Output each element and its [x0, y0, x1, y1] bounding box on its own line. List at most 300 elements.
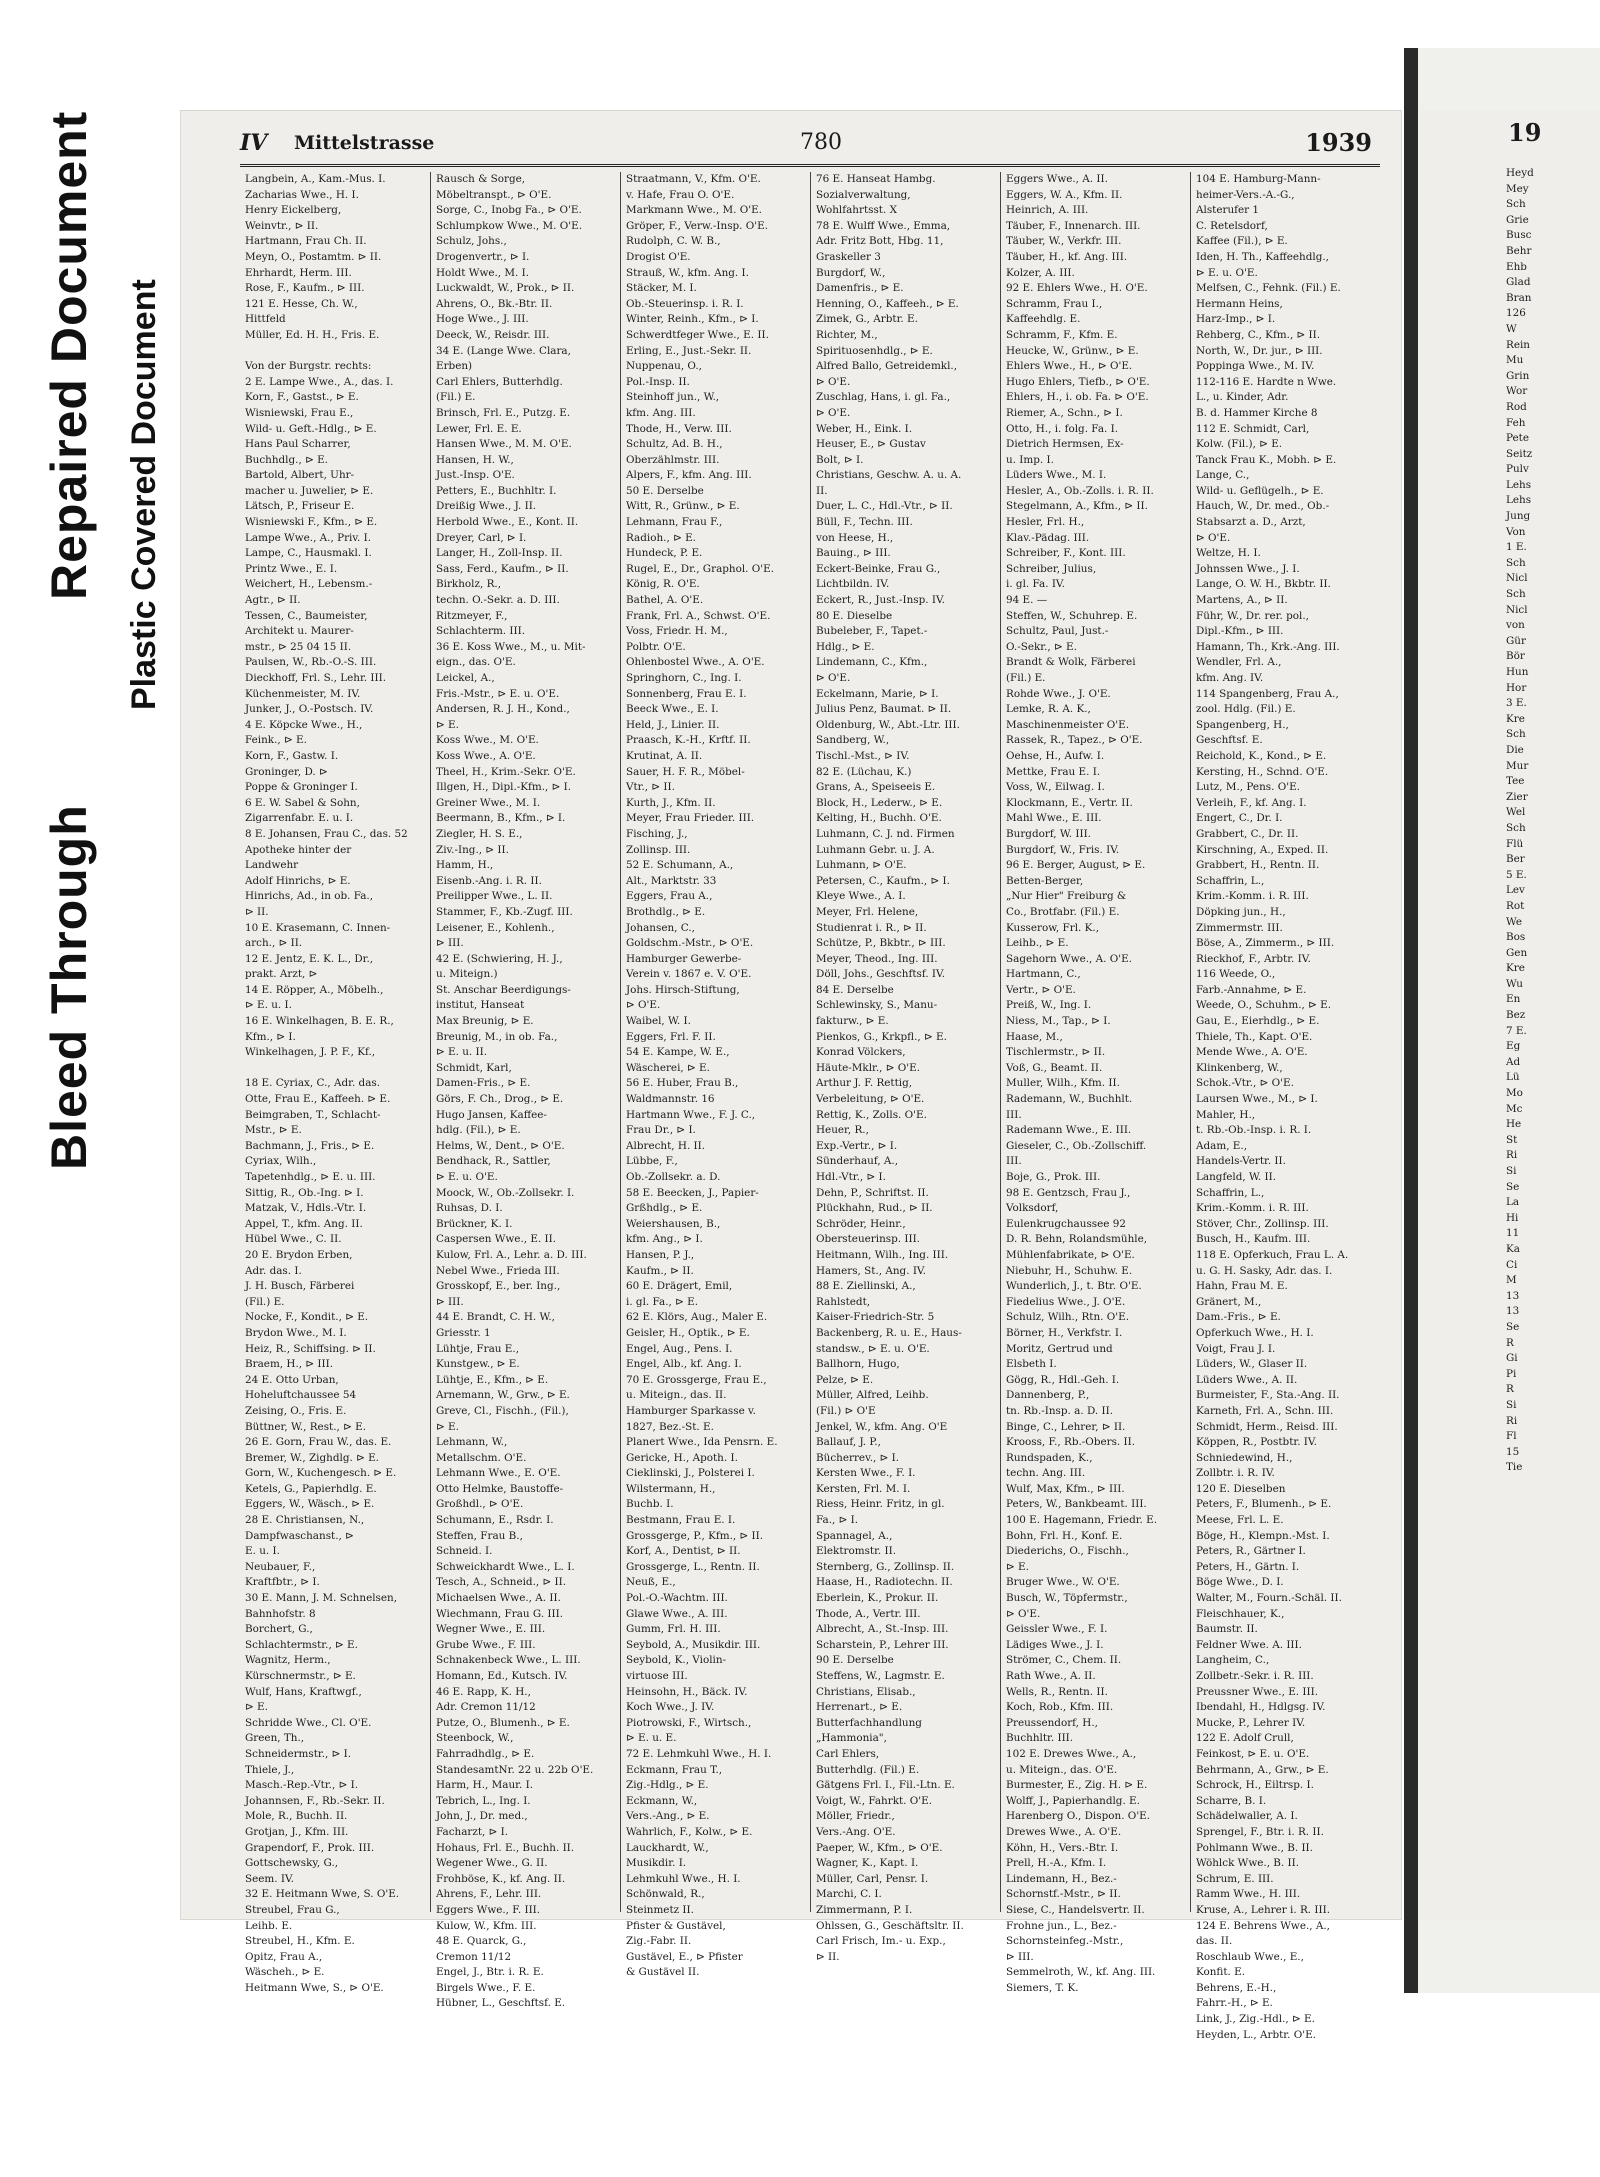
directory-entry: Springhorn, C., Ing. I. — [626, 672, 742, 684]
directory-entry: Wisniewski F., Kfm., ⊳ E. — [245, 516, 378, 529]
directory-entry: Lüders Wwe., A. II. — [1196, 1373, 1298, 1386]
directory-entry: Tebrich, L., Ing. I. — [436, 1794, 531, 1807]
directory-entry: u. Miteign., das. O'E. — [1006, 1763, 1118, 1776]
directory-entry: Schultz, Paul, Just.- — [1006, 625, 1109, 638]
directory-entry: Kelting, H., Buchh. O'E. — [816, 812, 942, 825]
directory-entry: Schreiber, Julius, — [1006, 562, 1097, 575]
directory-entry: Erling, E., Just.-Sekr. II. — [626, 344, 752, 357]
adjacent-page-edge — [1420, 110, 1600, 1920]
directory-entry: Adolf Hinrichs, ⊳ E. — [245, 874, 351, 887]
directory-entry: Rudolph, C. W. B., — [626, 235, 721, 248]
adjacent-page-line: 15 — [1506, 1445, 1520, 1458]
directory-entry: Eberlein, K., Prokur. II. — [816, 1592, 939, 1605]
adjacent-page-line: Kre — [1506, 962, 1525, 975]
directory-entry: Strauß, W., kfm. Ang. I. — [626, 266, 749, 279]
directory-entry: Green, Th., — [245, 1732, 305, 1745]
directory-entry: Korn, F., Gastst., ⊳ E. — [245, 391, 359, 404]
directory-entry: Maschinenmeister O'E. — [1006, 718, 1130, 731]
directory-entry: Rademann, W., Buchhlt. — [1006, 1093, 1133, 1106]
directory-entry: 82 E. (Lüchau, K.) — [816, 765, 912, 778]
directory-entry: Rugel, E., Dr., Graphol. O'E. — [626, 562, 775, 575]
directory-entry: Wäscheh., ⊳ E. — [245, 1966, 325, 1979]
directory-entry: Görs, F. Ch., Drog., ⊳ E. — [436, 1093, 564, 1106]
directory-entry: Feinkost, ⊳ E. u. O'E. — [1196, 1747, 1310, 1760]
directory-entry: Haase, M., — [1006, 1030, 1063, 1043]
directory-entry: Beimgraben, T., Schlacht- — [245, 1108, 381, 1121]
directory-entry: Brinsch, Frl. E., Putzg. E. — [436, 406, 571, 419]
directory-entry: Ramm Wwe., H. III. — [1196, 1888, 1301, 1901]
adjacent-page-line: Lev — [1506, 884, 1525, 897]
directory-entry: Adam, E., — [1196, 1139, 1247, 1152]
adjacent-page-line: Eg — [1506, 1040, 1521, 1053]
directory-entry: Zollbetr.-Sekr. i. R. III. — [1196, 1670, 1314, 1682]
section-number: IV — [240, 130, 268, 156]
directory-entry: Grapendorf, F., Prok. III. — [245, 1841, 375, 1854]
repaired-document-label: Repaired Document — [41, 110, 97, 600]
adjacent-page-line: Flü — [1506, 837, 1524, 850]
directory-entry: Grabbert, H., Rentn. II. — [1196, 859, 1320, 872]
directory-entry: Spangenberg, H., — [1196, 718, 1289, 731]
directory-columns — [240, 172, 1380, 2041]
directory-entry: Heitmann Wwe, S., ⊳ O'E. — [245, 1981, 384, 1994]
directory-entry: Busch, W., Töpfermstr., — [1006, 1592, 1128, 1605]
directory-entry: Johs. Hirsch-Stiftung, — [626, 983, 740, 996]
directory-entry: Lemke, R. A. K., — [1006, 703, 1091, 716]
directory-entry: Elektromstr. II. — [816, 1545, 897, 1558]
adjacent-page-line: Seitz — [1506, 447, 1533, 460]
directory-entry: Graskeller 3 — [816, 250, 881, 263]
directory-entry: Wulf, Max, Kfm., ⊳ III. — [1006, 1482, 1125, 1495]
directory-entry: macher u. Juwelier, ⊳ E. — [245, 484, 374, 497]
directory-entry: Meyer, Frl. Helene, — [816, 905, 919, 918]
directory-entry: Alsterufer 1 — [1196, 204, 1260, 217]
directory-entry: Heiz, R., Schiffsing. ⊳ II. — [245, 1342, 376, 1355]
directory-entry: O.-Sekr., ⊳ E. — [1006, 640, 1077, 653]
directory-entry: Engel, J., Btr. i. R. E. — [436, 1966, 544, 1979]
directory-entry: Gau, E., Eierhdlg., ⊳ E. — [1196, 1015, 1320, 1028]
directory-entry: Seybold, A., Musikdir. III. — [626, 1638, 761, 1651]
directory-entry: Poppinga Wwe., M. IV. — [1196, 360, 1315, 373]
directory-entry: Bartold, Albert, Uhr- — [245, 469, 355, 482]
directory-entry: Schütze, P., Bkbtr., ⊳ III. — [816, 937, 946, 950]
directory-entry: Mahl Wwe., E. III. — [1006, 812, 1102, 825]
directory-entry: Eulenkrugchaussee 92 — [1006, 1217, 1126, 1230]
directory-entry: 60 E. Drägert, Emil, — [626, 1280, 733, 1293]
directory-entry: standsw., ⊳ E. u. O'E. — [816, 1342, 930, 1355]
directory-entry: Mettke, Frau E. I. — [1006, 765, 1101, 778]
directory-entry: 94 E. — — [1006, 594, 1048, 607]
directory-entry: Kurth, J., Kfm. II. — [626, 796, 716, 809]
directory-entry: Möller, Friedr., — [816, 1810, 895, 1823]
directory-entry: Mstr., ⊳ E. — [245, 1124, 302, 1137]
directory-entry: Heitmann, Wilh., Ing. III. — [816, 1248, 949, 1261]
directory-column-2 — [430, 172, 620, 2010]
directory-entry: 62 E. Klörs, Aug., Maler E. — [626, 1311, 768, 1324]
directory-entry: Wagner, K., Kapt. I. — [816, 1857, 919, 1870]
directory-entry: Peters, W., Bankbeamt. III. — [1006, 1498, 1147, 1511]
directory-entry: StandesamtNr. 22 u. 22b O'E. — [436, 1763, 594, 1776]
directory-entry: Kfm., ⊳ I. — [245, 1030, 296, 1043]
adjacent-page-line: La — [1506, 1196, 1520, 1209]
directory-entry: Iden, H. Th., Kaffeehdlg., — [1196, 250, 1329, 263]
directory-entry: Markmann Wwe., M. O'E. — [626, 204, 762, 217]
directory-entry: Neubauer, F., — [245, 1560, 316, 1573]
directory-entry: Peters, H., Gärtn. I. — [1196, 1560, 1300, 1573]
directory-entry: Luhmann, C. J. nd. Firmen — [816, 827, 955, 840]
directory-entry: Klockmann, E., Vertr. II. — [1006, 796, 1133, 809]
directory-entry: Exp.-Vertr., ⊳ I. — [816, 1139, 898, 1152]
directory-entry: Leickel, A., — [436, 672, 495, 684]
directory-entry: Hübner, L., Geschftsf. E. — [436, 1997, 566, 2010]
adjacent-page-line: Ka — [1506, 1242, 1520, 1255]
directory-entry: Voigt, Frau J. I. — [1196, 1342, 1276, 1355]
adjacent-page-line: Ber — [1506, 853, 1525, 866]
adjacent-page-line: St — [1506, 1133, 1518, 1146]
directory-entry: Häute-Mklr., ⊳ O'E. — [816, 1061, 921, 1074]
directory-entry: Hansen, H. W., — [436, 453, 514, 466]
directory-entry: Frohne jun., L., Bez.- — [1006, 1919, 1117, 1932]
directory-entry: Buchhdlg., ⊳ E. — [245, 453, 328, 466]
directory-entry: Schlumpkow Wwe., M. O'E. — [436, 219, 583, 232]
directory-entry: Gericke, H., Apoth. I. — [626, 1451, 738, 1464]
directory-entry: ⊳ E. — [1006, 1560, 1029, 1573]
directory-entry: Zimek, G., Arbtr. E. — [816, 313, 918, 326]
directory-entry: Wagnitz, Herm., — [245, 1654, 331, 1667]
adjacent-page-line: Grin — [1506, 369, 1530, 382]
directory-entry: Petersen, C., Kaufm., ⊳ I. — [816, 874, 950, 887]
adjacent-page-line: Zier — [1506, 790, 1528, 803]
directory-entry: 54 E. Kampe, W. E., — [626, 1046, 730, 1059]
directory-entry: Printz Wwe., E. I. — [245, 562, 338, 575]
directory-entry: Harm, H., Maur. I. — [436, 1779, 534, 1792]
adjacent-page-line: Rot — [1506, 899, 1525, 912]
directory-entry: Gustävel, E., ⊳ Pfister — [626, 1950, 743, 1963]
adjacent-page-line: Heyd — [1506, 167, 1534, 179]
directory-entry: 6 E. W. Sabel & Sohn, — [245, 796, 360, 809]
directory-entry: Albrecht, A., St.-Insp. III. — [816, 1623, 949, 1636]
directory-entry: Hugo Ehlers, Tiefb., ⊳ O'E. — [1006, 375, 1150, 388]
directory-entry: John, J., Dr. med., — [436, 1810, 528, 1823]
directory-entry: 2 E. Lampe Wwe., A., das. I. — [245, 375, 394, 388]
directory-entry: ⊳ III. — [436, 1295, 464, 1308]
directory-entry: Täuber, F., Innenarch. III. — [1006, 219, 1141, 232]
directory-entry: zool. Hdlg. (Fil.) E. — [1196, 703, 1296, 716]
directory-entry: 84 E. Derselbe — [816, 983, 894, 996]
directory-entry: Eggers, W., Wäsch., ⊳ E. — [245, 1498, 375, 1511]
directory-entry: Hartmann, Frau Ch. II. — [245, 235, 367, 248]
adjacent-page-line: Wu — [1506, 977, 1523, 990]
directory-entry: Sozialverwaltung, — [816, 188, 911, 201]
adjacent-page-line: 5 E. — [1506, 868, 1527, 881]
adjacent-page-line: Wor — [1506, 385, 1528, 398]
directory-entry: Wegner Wwe., E. III. — [436, 1623, 546, 1636]
directory-entry: Peters, F., Blumenh., ⊳ E. — [1196, 1498, 1332, 1511]
directory-entry: Kersten Wwe., F. I. — [816, 1467, 916, 1480]
directory-entry: Heinsohn, H., Bäck. IV. — [626, 1685, 748, 1698]
directory-entry: Brandt & Wolk, Färberei — [1006, 656, 1136, 669]
directory-entry: 56 E. Huber, Frau B., — [626, 1077, 739, 1090]
directory-entry: 72 E. Lehmkuhl Wwe., H. I. — [626, 1747, 772, 1760]
directory-entry: Fahrradhdlg., ⊳ E. — [436, 1747, 535, 1760]
directory-entry: Lehmann Wwe., E. O'E. — [436, 1467, 561, 1480]
directory-entry: Hdlg., ⊳ E. — [816, 640, 875, 653]
adjacent-page-line: Behr — [1506, 244, 1532, 257]
directory-entry: Heinrich, A. III. — [1006, 204, 1089, 217]
directory-entry: Krim.-Komm. i. R. III. — [1196, 890, 1309, 903]
directory-entry: Sonnenberg, Frau E. I. — [626, 687, 747, 700]
directory-entry: Verbeleitung, ⊳ O'E. — [816, 1093, 925, 1106]
directory-entry: ⊳ II. — [245, 905, 269, 918]
adjacent-page-line: Hun — [1506, 666, 1529, 678]
directory-entry: Frau Dr., ⊳ I. — [626, 1124, 696, 1137]
directory-entry: Illgen, H., Dipl.-Kfm., ⊳ I. — [436, 781, 572, 794]
directory-entry: Facharzt, ⊳ I. — [436, 1825, 509, 1838]
directory-entry: Oehse, H., Aufw. I. — [1006, 749, 1105, 762]
directory-entry: Steinmetz II. — [626, 1903, 694, 1916]
directory-entry: Weinvtr., ⊳ II. — [245, 219, 319, 232]
directory-entry: C. Retelsdorf, — [1196, 219, 1268, 232]
directory-entry: u. Miteign.) — [436, 968, 498, 981]
directory-entry: 10 E. Krasemann, C. Innen- — [245, 921, 391, 934]
directory-entry: Lange, C., — [1196, 469, 1250, 482]
directory-entry: Fiedelius Wwe., J. O'E. — [1006, 1295, 1126, 1308]
directory-entry: i. gl. Fa., ⊳ E. — [626, 1295, 699, 1308]
directory-entry: Kusserow, Frl. K., — [1006, 921, 1100, 934]
directory-entry: Ehlers, H., i. ob. Fa. ⊳ O'E. — [1006, 391, 1149, 404]
directory-entry: Leisener, E., Kohlenh., — [436, 921, 555, 934]
directory-entry: Hartmann, C., — [1006, 968, 1081, 981]
directory-entry: 18 E. Cyriax, C., Adr. das. — [245, 1077, 381, 1090]
directory-entry: Helms, W., Dent., ⊳ O'E. — [436, 1139, 565, 1152]
directory-entry: Luhmann, ⊳ O'E. — [816, 859, 907, 872]
directory-entry: Rehberg, C., Kfm., ⊳ II. — [1196, 328, 1321, 341]
adjacent-page-line: Ci — [1506, 1258, 1518, 1271]
directory-entry: Fisching, J., — [626, 827, 688, 840]
plastic-covered-label: Plastic Covered Document — [125, 279, 163, 710]
directory-entry: Schornstf.-Mstr., ⊳ II. — [1006, 1888, 1121, 1901]
directory-entry: ⊳ O'E. — [816, 406, 851, 419]
directory-entry: 112 E. Schmidt, Carl, — [1196, 422, 1310, 435]
directory-entry: eign., das. O'E. — [436, 656, 516, 669]
directory-entry: (Fil.) E. — [436, 391, 476, 404]
directory-entry: Börner, H., Verkfstr. I. — [1006, 1326, 1123, 1339]
directory-entry: Engel, Aug., Pens. I. — [626, 1342, 733, 1355]
directory-entry: Luckwaldt, W., Prok., ⊳ II. — [436, 282, 575, 295]
directory-entry: Ritzmeyer, F., — [436, 609, 508, 622]
directory-entry: Burmeister, F., Sta.-Ang. II. — [1196, 1389, 1340, 1402]
directory-entry: Büttner, W., Rest., ⊳ E. — [245, 1420, 367, 1433]
directory-entry: 12 E. Jentz, E. K. L., Dr., — [245, 952, 374, 965]
directory-entry: Baumstr. II. — [1196, 1623, 1258, 1636]
directory-entry: Hinrichs, Ad., in ob. Fa., — [245, 890, 374, 903]
directory-entry: II. — [816, 484, 828, 497]
adjacent-page-line: Feh — [1506, 416, 1526, 429]
directory-entry: „Hammonia", — [816, 1732, 887, 1745]
directory-entry: Konrad Völckers, — [816, 1046, 906, 1059]
directory-entry: Eckelmann, Marie, ⊳ I. — [816, 687, 939, 700]
directory-entry: Rettig, K., Zolls. O'E. — [816, 1108, 927, 1121]
directory-entry: Matzak, V., Hdls.-Vtr. I. — [245, 1202, 367, 1215]
directory-entry: 100 E. Hagemann, Friedr. E. — [1006, 1514, 1158, 1527]
adjacent-page-line: R — [1506, 1336, 1514, 1349]
directory-entry: Ziv.-Ing., ⊳ II. — [436, 843, 509, 856]
adjacent-page-line: 11 — [1506, 1227, 1520, 1240]
directory-entry: 96 E. Berger, August, ⊳ E. — [1006, 859, 1146, 872]
directory-entry: Preilipper Wwe., L. II. — [436, 890, 553, 903]
directory-entry: Preussendorf, H., — [1006, 1716, 1098, 1729]
directory-entry: Müller, Alfred, Leihb. — [816, 1389, 929, 1402]
directory-entry: Niebuhr, H., Schuhw. E. — [1006, 1264, 1133, 1277]
directory-entry: Hamburger Sparkasse v. — [626, 1404, 756, 1417]
directory-entry: Hittfeld — [245, 313, 286, 326]
directory-entry: Vers.-Ang., ⊳ E. — [626, 1810, 710, 1823]
directory-entry: (Fil.) E. — [1006, 672, 1046, 684]
directory-entry: Johansen, C., — [626, 921, 695, 934]
directory-entry: Wendler, Frl. A., — [1196, 656, 1282, 669]
adjacent-page-line: Bör — [1506, 650, 1525, 663]
adjacent-page-line: Si — [1506, 1398, 1517, 1411]
directory-entry: prakt. Arzt, ⊳ — [245, 968, 318, 981]
adjacent-page-line: 3 E. — [1506, 697, 1527, 710]
directory-entry: Christians, Geschw. A. u. A. — [816, 469, 962, 482]
directory-entry: Fahrr.-H., ⊳ E. — [1196, 1997, 1273, 2010]
directory-entry: Lübbe, F., — [626, 1155, 678, 1168]
adjacent-page-line: Grie — [1506, 213, 1529, 226]
directory-entry: König, R. O'E. — [626, 578, 700, 591]
directory-entry: Weichert, H., Lebensm.- — [245, 578, 373, 591]
directory-entry: Schlewinsky, S., Manu- — [816, 999, 938, 1012]
directory-entry: Streubel, H., Kfm. E. — [245, 1935, 355, 1948]
directory-entry: Schrum, E. III. — [1196, 1872, 1274, 1885]
page-number: 780 — [800, 130, 842, 155]
directory-entry: 28 E. Christiansen, N., — [245, 1514, 365, 1527]
directory-entry: Damenfris., ⊳ E. — [816, 282, 904, 295]
directory-entry: Schumann, E., Rsdr. I. — [436, 1514, 554, 1527]
directory-entry: B. d. Hammer Kirche 8 — [1196, 406, 1318, 419]
directory-entry: Böge Wwe., D. I. — [1196, 1576, 1284, 1589]
directory-entry: Semmelroth, W., kf. Ang. III. — [1006, 1966, 1156, 1979]
directory-entry: v. Hafe, Frau O. O'E. — [626, 188, 735, 201]
directory-entry: Meyer, Frau Frieder. III. — [626, 812, 755, 825]
directory-entry: t. Rb.-Ob.-Insp. i. R. I. — [1196, 1124, 1312, 1137]
directory-entry: Agtr., ⊳ II. — [245, 594, 301, 607]
directory-entry: Straatmann, V., Kfm. O'E. — [626, 173, 761, 185]
adjacent-page-line: Tie — [1506, 1461, 1523, 1474]
adjacent-page-line: Lehs — [1506, 494, 1532, 507]
street-name: Mittelstrasse — [294, 132, 435, 154]
directory-entry: ⊳ O'E. — [626, 999, 661, 1012]
adjacent-page-line: W — [1506, 322, 1517, 335]
directory-entry: Lutz, M., Pens. O'E. — [1196, 781, 1300, 794]
directory-entry: Johannsen, F., Rb.-Sekr. II. — [245, 1794, 385, 1807]
directory-entry: Marchi, C. I. — [816, 1888, 882, 1901]
directory-entry: Müller, Ed. H. H., Fris. E. — [245, 328, 380, 341]
directory-entry: Elsbeth I. — [1006, 1358, 1057, 1371]
adjacent-page-line: Mur — [1506, 759, 1529, 772]
directory-entry: Hugo Jansen, Kaffee- — [436, 1108, 547, 1121]
directory-entry: Wohlfahrtsst. X — [816, 204, 897, 217]
directory-entry: Kaffeehdlg. E. — [1006, 313, 1081, 326]
directory-entry: Prell, H.-A., Kfm. I. — [1006, 1857, 1107, 1870]
directory-entry: Von der Burgstr. rechts: — [245, 360, 372, 373]
directory-entry: Ob.-Steuerinsp. i. R. I. — [626, 297, 744, 310]
directory-entry: 102 E. Drewes Wwe., A., — [1006, 1747, 1137, 1760]
adjacent-page-line: Bez — [1506, 1009, 1526, 1022]
directory-entry: 124 E. Behrens Wwe., A., — [1196, 1919, 1330, 1932]
directory-entry: Beermann, B., Kfm., ⊳ I. — [436, 812, 566, 825]
adjacent-page-line: Tee — [1506, 775, 1525, 788]
directory-entry: 48 E. Quarck, G., — [436, 1935, 527, 1948]
directory-entry: Stäcker, M. I. — [626, 282, 697, 295]
adjacent-page-line: Bran — [1506, 291, 1532, 304]
directory-entry: Greiner Wwe., M. I. — [436, 796, 541, 809]
directory-entry: Eggers, W. A., Kfm. II. — [1006, 188, 1123, 201]
directory-entry: Schweickhardt Wwe., L. I. — [436, 1560, 575, 1573]
directory-entry: Frohböse, K., kf. Ang. II. — [436, 1872, 566, 1885]
directory-entry: Handels-Vertr. II. — [1196, 1155, 1286, 1168]
directory-entry: u. Miteign., das. II. — [626, 1389, 727, 1402]
directory-entry: Hohaus, Frl. E., Buchh. II. — [436, 1841, 575, 1854]
directory-entry: Ruhsas, D. I. — [436, 1202, 503, 1215]
directory-entry: Steinhoff jun., W., — [626, 391, 720, 404]
directory-entry: Schneidermstr., ⊳ I. — [245, 1747, 352, 1760]
directory-entry: Eggers, Frl. F. II. — [626, 1030, 716, 1043]
directory-entry: Ahrens, O., Bk.-Btr. II. — [436, 297, 553, 310]
directory-entry: Schniedewind, H., — [1196, 1451, 1293, 1464]
directory-entry: Roschlaub Wwe., E., — [1196, 1950, 1304, 1963]
adjacent-page-line: Bos — [1506, 931, 1526, 944]
directory-entry: Weltze, H. I. — [1196, 547, 1261, 560]
directory-entry: Kaufm., ⊳ II. — [626, 1264, 694, 1277]
directory-entry: 114 Spangenberg, Frau A., — [1196, 687, 1339, 700]
directory-entry: Rausch & Sorge, — [436, 173, 526, 185]
directory-entry: Siemers, T. K. — [1006, 1981, 1079, 1994]
directory-entry: Möbeltranspt., ⊳ O'E. — [436, 188, 552, 201]
directory-entry: III. — [1006, 1155, 1022, 1168]
directory-entry: Seybold, K., Violin- — [626, 1654, 727, 1667]
directory-entry: 42 E. (Schwiering, H. J., — [436, 952, 563, 965]
directory-entry: Wäscherei, ⊳ E. — [626, 1061, 710, 1074]
directory-entry: Gorn, W., Kuchengesch. ⊳ E. — [245, 1467, 397, 1480]
directory-entry: Winkelhagen, J. P. F., Kf., — [245, 1046, 376, 1059]
directory-entry: Lampe Wwe., A., Priv. I. — [245, 531, 372, 544]
directory-entry: Architekt u. Maurer- — [245, 625, 354, 638]
directory-entry: Grube Wwe., F. III. — [436, 1638, 536, 1651]
directory-entry: ⊳ II. — [816, 1950, 840, 1963]
directory-entry: Wilstermann, H., — [626, 1482, 716, 1495]
directory-entry: Riemer, A., Schn., ⊳ I. — [1006, 406, 1123, 419]
directory-entry: Eckert, R., Just.-Insp. IV. — [816, 594, 945, 607]
directory-entry: Sandberg, W., — [816, 734, 890, 747]
directory-entry: Otte, Frau E., Kaffeeh. ⊳ E. — [245, 1093, 391, 1106]
directory-entry: Greve, Cl., Fischh., (Fil.), — [436, 1404, 569, 1417]
year: 1939 — [1305, 128, 1372, 157]
directory-entry: ⊳ E. — [245, 1701, 268, 1714]
directory-page — [180, 110, 1402, 2041]
directory-entry: Zeising, O., Fris. E. — [245, 1404, 347, 1417]
adjacent-page-line: Se — [1506, 1320, 1520, 1333]
directory-entry: Waibel, W. I. — [626, 1015, 691, 1028]
directory-entry: Erben) — [436, 360, 473, 373]
directory-entry: St. Anschar Beerdigungs- — [436, 983, 571, 996]
directory-entry: Gumm, Frl. H. III. — [626, 1623, 721, 1636]
directory-entry: Geschftsf. E. — [1196, 734, 1263, 747]
adjacent-page-line: Gür — [1506, 634, 1526, 647]
directory-entry: Hübel Wwe., C. II. — [245, 1233, 342, 1246]
adjacent-page-line: Jung — [1506, 510, 1531, 523]
directory-entry: 121 E. Hesse, Ch. W., — [245, 297, 358, 310]
directory-entry: Dieckhoff, Frl. S., Lehr. III. — [245, 672, 387, 684]
